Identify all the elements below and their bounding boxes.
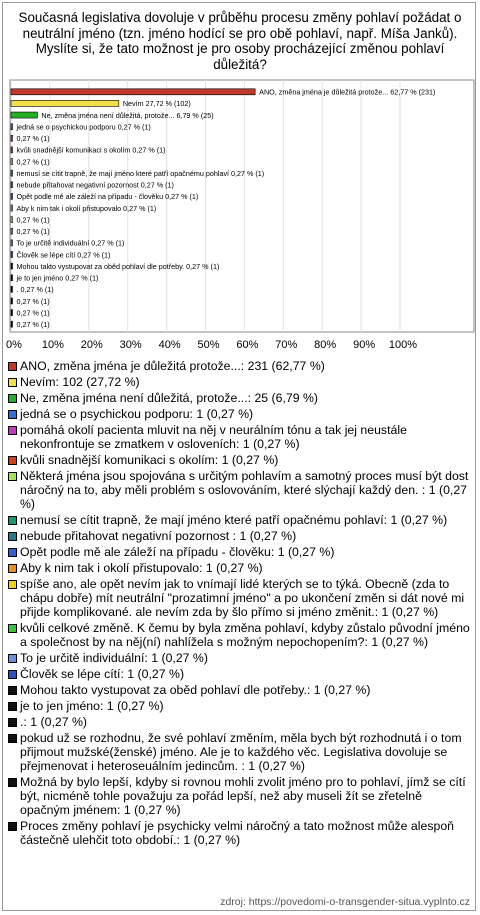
legend-item	[6, 453, 474, 467]
legend-label: Mohou takto vystupovat za oběd pohlaví dle potřeby.: 1 (0,27 %)	[20, 683, 371, 697]
legend-label: To je určitě individuální: 1 (0,27 %)	[20, 651, 208, 665]
source-text: zdroj: https://povedomi-o-transgender-situa.vyplnto.cz	[220, 896, 470, 908]
legend-label: Člověk se lépe cítí: 1 (0,27 %)	[20, 667, 185, 681]
bar-label: Člověk se lépe cítí 0,27 % (1)	[16, 250, 111, 260]
x-tick-label: 100%	[388, 339, 418, 351]
legend-swatch	[8, 410, 17, 419]
bar-label: 0,27 % (1)	[16, 157, 50, 167]
legend-swatch	[8, 394, 17, 403]
legend-swatch	[8, 686, 17, 695]
legend-item	[6, 775, 474, 817]
bar-label: Opět podle mě ale záleží na případu - člověku 0,27 % (1)	[16, 192, 199, 202]
bar-label: 0,27 % (1)	[16, 227, 50, 237]
bar-label: 0,27 % (1)	[16, 319, 50, 329]
bar	[11, 321, 13, 327]
legend-item	[6, 529, 474, 543]
legend-swatch	[8, 532, 17, 541]
legend-item	[6, 407, 474, 421]
legend-item	[6, 545, 474, 559]
bar-label: nebude přitahovat negativní pozornost 0,27 % (1)	[16, 180, 174, 190]
bar	[11, 182, 13, 188]
legend-swatch	[8, 734, 17, 743]
legend-swatch	[8, 548, 17, 557]
bar-label: jedná se o psychickou podporu 0,27 % (1)	[16, 122, 151, 132]
bar	[11, 89, 255, 95]
bar-label: je to jen jméno 0,27 % (1)	[16, 273, 99, 283]
bar	[11, 112, 37, 118]
bar-label: Aby k nim tak i okolí přistupovalo 0,27 % (1)	[16, 203, 157, 213]
bar-chart	[0, 0, 480, 355]
x-tick-label: 70%	[275, 339, 298, 351]
bar-label: Mohou takto vystupovat za oběd pohlaví dle potřeby. 0,27 % (1)	[16, 261, 220, 271]
legend-item	[6, 391, 474, 405]
bar	[11, 205, 13, 211]
bar-label: kvůli snadnější komunikaci s okolím 0,27 % (1)	[16, 145, 166, 155]
x-tick-label: 80%	[314, 339, 337, 351]
legend-swatch	[8, 718, 17, 727]
legend-item	[6, 359, 474, 373]
legend-swatch	[8, 564, 17, 573]
legend-swatch	[8, 702, 17, 711]
bar	[11, 135, 13, 141]
legend-item	[6, 651, 474, 665]
bar	[11, 170, 13, 176]
legend-swatch	[8, 426, 17, 435]
legend-label: pomáhá okolí pacienta mluvit na něj v neurálním tónu a tak jej neustále nekonfrontuje se zmatkem v osloveních: 1 (0,27 %)	[20, 423, 407, 451]
legend-swatch	[8, 378, 17, 387]
bar-label: nemusí se cítit trapně, že mají jméno které patří opačnému pohlaví 0,27 % (1)	[16, 168, 265, 178]
legend-label: nemusí se cítit trapně, že mají jméno které patří opačnému pohlaví: 1 (0,27 %)	[20, 513, 448, 527]
legend-swatch	[8, 624, 17, 633]
legend-label: Proces změny pohlaví je psychicky velmi náročný a tato možnost může alespoň částečně ulehčit toto období.: 1 (0,27 %)	[20, 819, 455, 847]
bar	[11, 124, 13, 130]
legend-label: Aby k nim tak i okolí přistupovalo: 1 (0,27 %)	[20, 561, 263, 575]
legend-item	[6, 577, 474, 619]
bar	[11, 193, 13, 199]
bar-label: Nevím 27,72 % (102)	[122, 99, 191, 109]
legend-item	[6, 683, 474, 697]
bar-label: 0,27 % (1)	[16, 134, 50, 144]
bar	[11, 217, 13, 223]
legend-swatch	[8, 778, 17, 787]
legend-swatch	[8, 822, 17, 831]
legend-label: nebude přitahovat negativní pozornost : 1 (0,27 %)	[20, 529, 297, 543]
x-tick-label: 0%	[6, 339, 22, 351]
x-tick-label: 60%	[236, 339, 259, 351]
bar	[11, 100, 119, 106]
legend-item	[6, 819, 474, 847]
x-tick-label: 30%	[119, 339, 142, 351]
bar-label: Ne, změna jména není důležitá, protože... 6,79 % (25)	[41, 110, 214, 120]
legend-item	[6, 621, 474, 649]
bar	[11, 251, 13, 257]
legend-label: .: 1 (0,27 %)	[20, 715, 87, 729]
bar	[11, 310, 13, 316]
bar	[11, 298, 13, 304]
legend-label: Nevím: 102 (27,72 %)	[20, 375, 140, 389]
legend-label: Ne, změna jména není důležitá, protože...: 25 (6,79 %)	[20, 391, 319, 405]
legend-swatch	[8, 362, 17, 371]
legend-item	[6, 375, 474, 389]
bar	[11, 159, 13, 165]
legend	[6, 359, 474, 849]
bar-label: To je určitě individuální 0,27 % (1)	[16, 238, 125, 248]
legend-label: spíše ano, ale opět nevím jak to vnímají lidé kterých se to týká. Obecně (zda to chápu dobře) mít neutrální "prozatimní jméno" a po ukončení změn si dát nové mi přijde komplikované. ale nevím zda by šlo přímo si jméno změnit.: 1 (0,27 %)	[20, 577, 465, 619]
bar	[11, 228, 13, 234]
x-tick-label: 50%	[197, 339, 220, 351]
legend-item	[6, 667, 474, 681]
bar	[11, 240, 13, 246]
legend-swatch	[8, 456, 17, 465]
legend-label: Některá jména jsou spojována s určitým pohlavím a samotný proces musí být dost náročný na to, aby měli problém s oslovováním, které slýchají každý den. : 1 (0,27 %)	[20, 469, 469, 511]
legend-swatch	[8, 580, 17, 589]
legend-label: je to jen jméno: 1 (0,27 %)	[20, 699, 164, 713]
legend-item	[6, 699, 474, 713]
chart-title: Současná legislativa dovoluje v průběhu procesu změny pohlaví požádat o neutrální jméno (tzn. jméno hodící se pro obě pohlaví, např. Míša Janků). Myslíte si, že tato možnost je pro osoby procházející změnou pohlaví důležitá?	[18, 10, 462, 72]
legend-item	[6, 423, 474, 451]
bar	[11, 263, 13, 269]
bar-label: ANO, změna jména je důležitá protože... 62,77 % (231)	[259, 87, 436, 97]
bar-label: 0,27 % (1)	[16, 296, 50, 306]
legend-label: jedná se o psychickou podporu: 1 (0,27 %)	[20, 407, 254, 421]
legend-swatch	[8, 670, 17, 679]
legend-swatch	[8, 516, 17, 525]
legend-swatch	[8, 472, 17, 481]
legend-item	[6, 513, 474, 527]
legend-label: Možná by bylo lepší, kdyby si rovnou mohli zvolit jméno pro to pohlaví, jímž se cítí být, nicméně tohle považuju za pořád lepší, než aby museli žít se zřetelně opačným jménem: 1 (0,27 %)	[20, 775, 466, 817]
x-tick-label: 40%	[158, 339, 181, 351]
legend-label: ANO, změna jména je důležitá protože...: 231 (62,77 %)	[20, 359, 325, 373]
bar	[11, 147, 13, 153]
bar-label: 0,27 % (1)	[16, 308, 50, 318]
x-tick-label: 90%	[353, 339, 376, 351]
legend-item	[6, 731, 474, 773]
legend-label: Opět podle mě ale záleží na případu - člověku: 1 (0,27 %)	[20, 545, 335, 559]
legend-swatch	[8, 654, 17, 663]
legend-label: kvůli celkové změně. K čemu by byla změna pohlaví, kdyby zůstalo původní jméno a společnost by na něj(ní) nahlížela s možným nepochopením?: 1 (0,27 %)	[20, 621, 470, 649]
bar-label: 0,27 % (1)	[16, 215, 50, 225]
legend-item	[6, 561, 474, 575]
x-tick-label: 20%	[80, 339, 103, 351]
legend-label: pokud už se rozhodnu, že své pohlaví změním, měla bych být rozhodnutá i o tom přijmout mužské(ženské) jméno. Ale je to každého věc. Legislativa dovoluje se přejmenovat i heteroseuálním jedincům. : 1 (0,27 %)	[20, 731, 462, 773]
x-tick-label: 10%	[41, 339, 64, 351]
legend-item	[6, 469, 474, 511]
bar	[11, 275, 13, 281]
legend-item	[6, 715, 474, 729]
bar-label: . 0,27 % (1)	[16, 285, 54, 295]
legend-label: kvůli snadnější komunikaci s okolím: 1 (0,27 %)	[20, 453, 279, 467]
bar	[11, 286, 13, 292]
